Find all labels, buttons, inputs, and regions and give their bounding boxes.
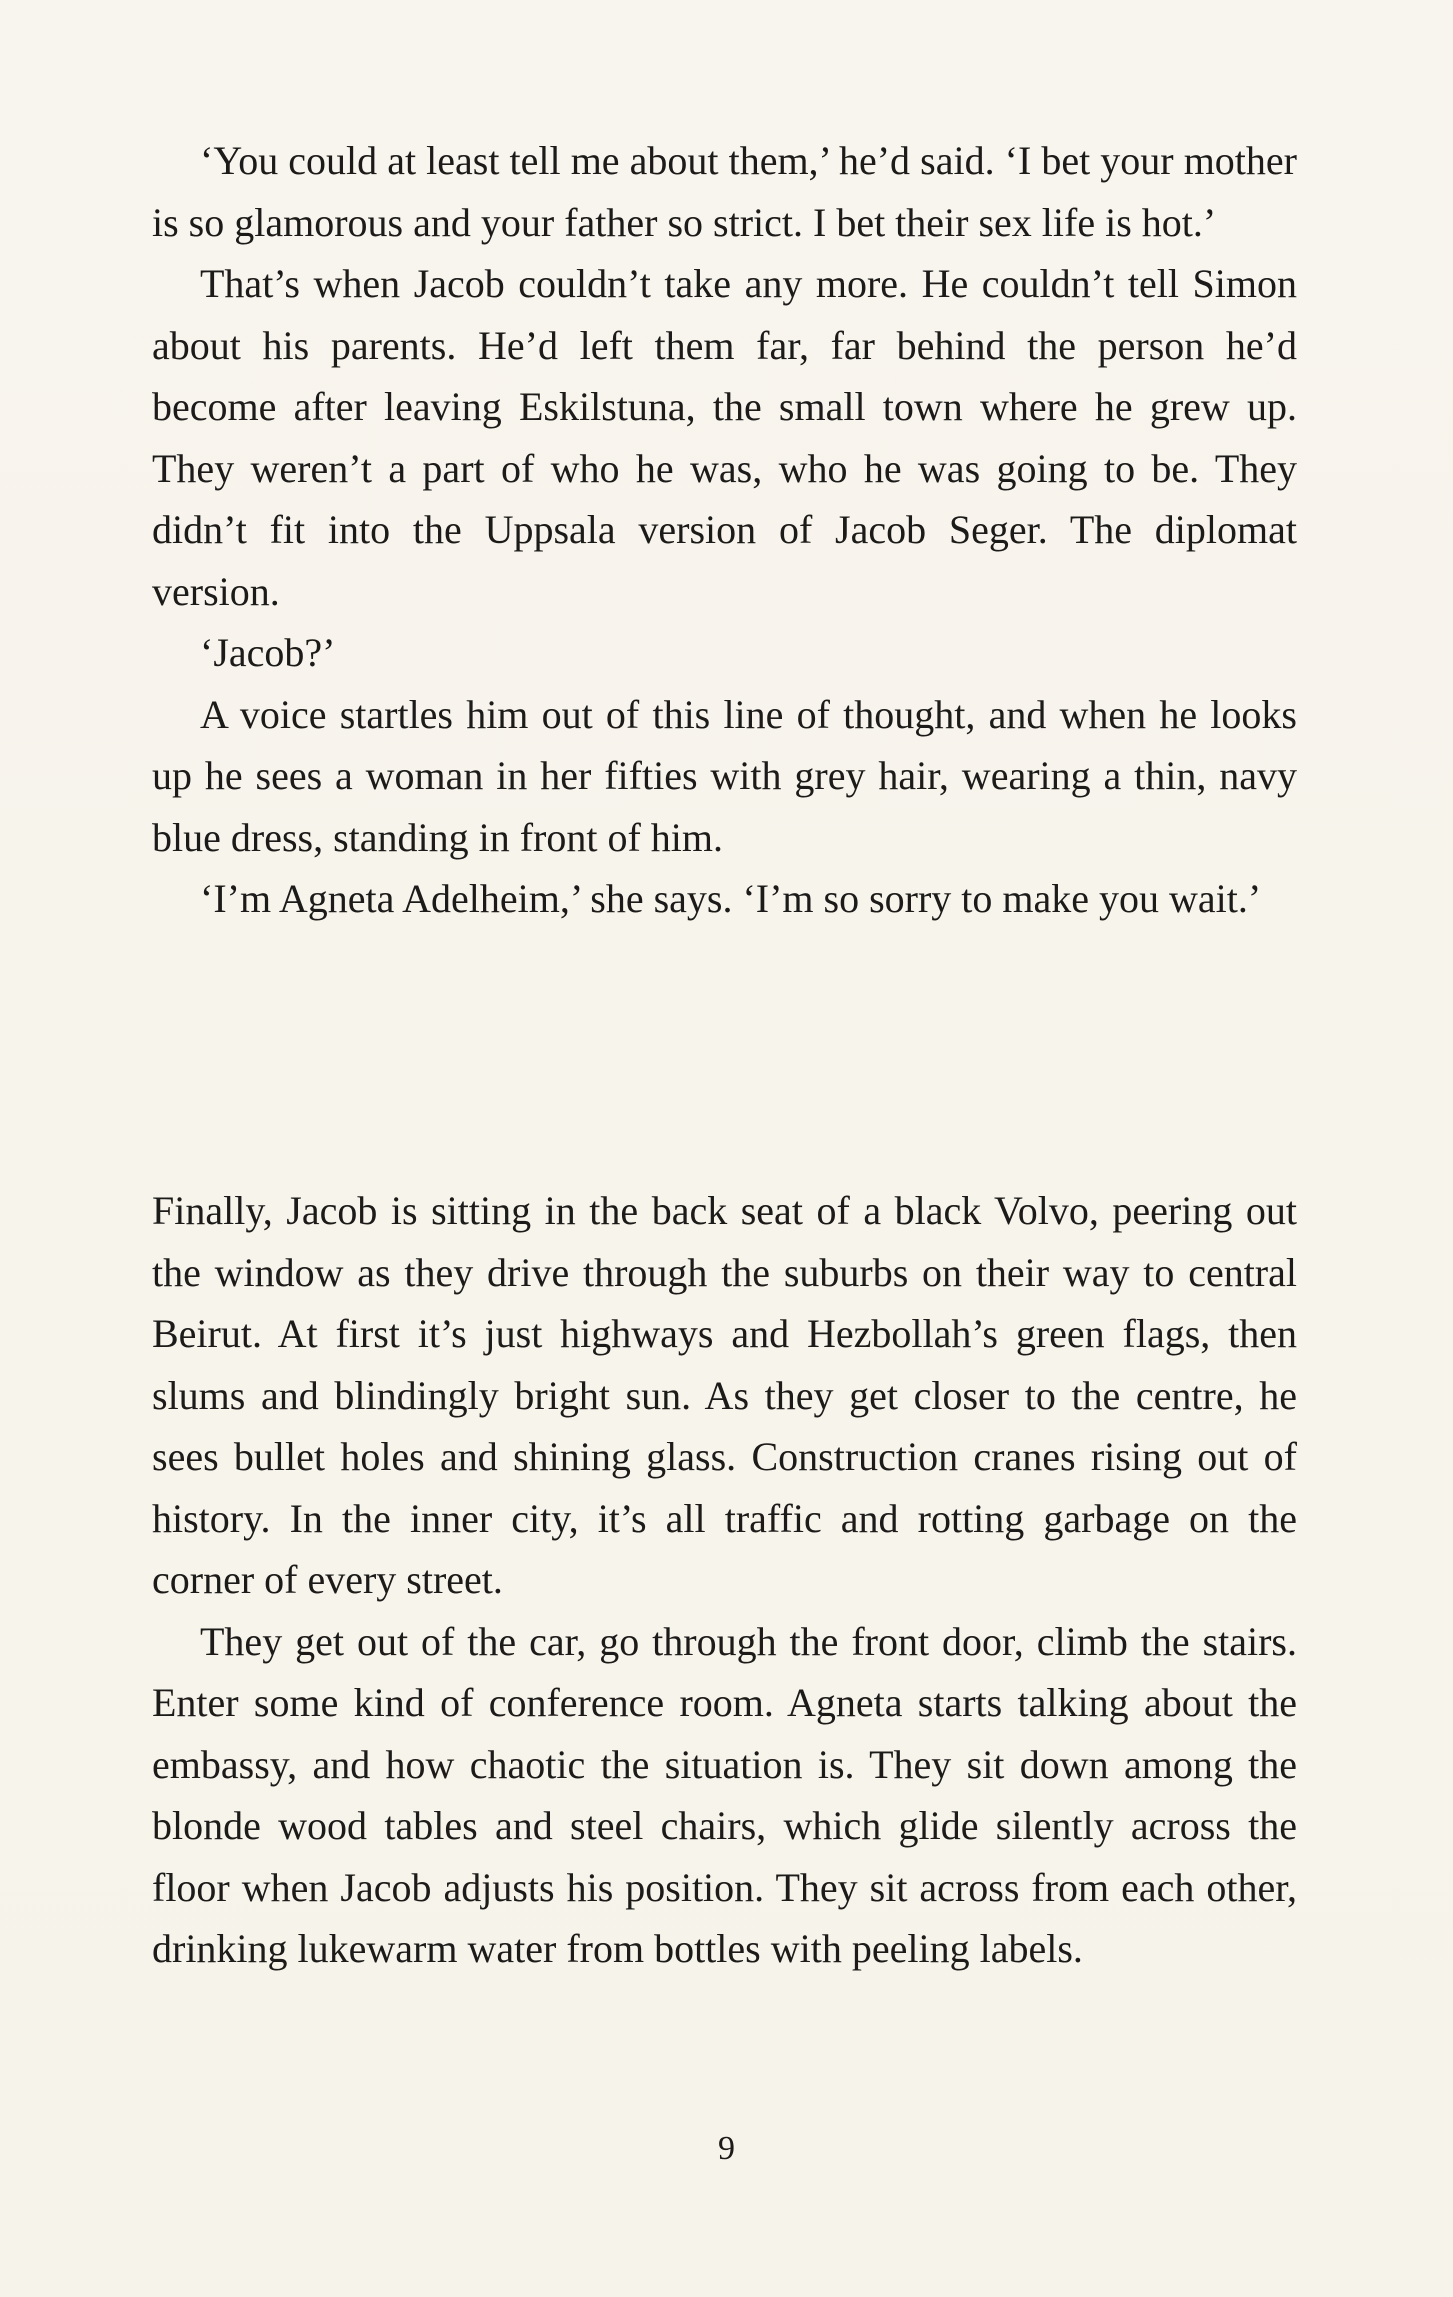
page-number: 9 (718, 2130, 735, 2167)
text-section-2 (152, 1180, 1297, 1980)
paragraph: Finally, Jacob is sitting in the back seat of a black Volvo, peering out the window as they drive through the suburbs on their way to central Beirut. At first it’s just highways and Hezbollah’s green flags, then slums and blindingly bright sun. As they get closer to the centre, he sees bullet holes and shining glass. Construction cranes rising out of history. In the inner city, it’s all traffic and rotting garbage on the corner of every street. (152, 1188, 1297, 1602)
paragraph: ‘Jacob?’ (200, 630, 336, 675)
text-section-1 (152, 130, 1297, 930)
paragraph: They get out of the car, go through the front door, climb the stairs. Enter some kind of conference room. Agneta starts talking about the embassy, and how chaotic the situation is. They sit down among the blonde wood tables and steel chairs, which glide silently across the floor when Jacob adjusts his position. They sit across from each other, drinking lukewarm water from bottles with peeling labels. (152, 1618, 1297, 1971)
paragraph: ‘I’m Agneta Adelheim,’ she says. ‘I’m so sorry to make you wait.’ (200, 876, 1262, 921)
paragraph: That’s when Jacob couldn’t take any more. He couldn’t tell Simon about his parents. He’d left them far, far behind the person he’d become after leaving Eskilstuna, the small town where he grew up. They weren’t a part of who he was, who he was going to be. They didn’t fit into the Uppsala version of Jacob Seger. The diplomat version. (152, 261, 1297, 614)
paragraph: A voice startles him out of this line of thought, and when he looks up he sees a woman in her fifties with grey hair, wearing a thin, navy blue dress, standing in front of him. (152, 691, 1297, 860)
paragraph: ‘You could at least tell me about them,’ he’d said. ‘I bet your mother is so glamorous and your father so strict. I bet their sex life is hot.’ (152, 138, 1297, 245)
